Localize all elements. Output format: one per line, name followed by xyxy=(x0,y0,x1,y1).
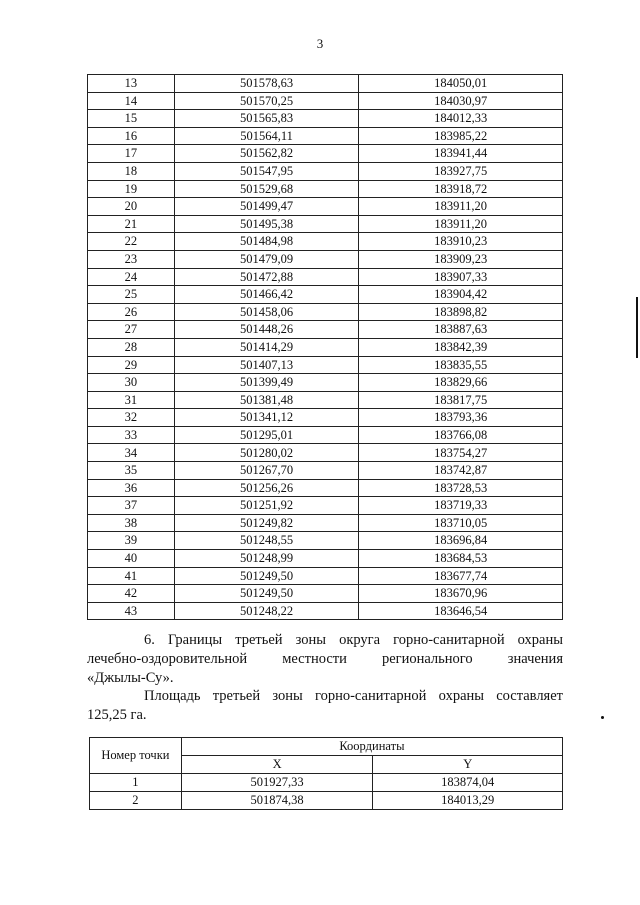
table-row xyxy=(88,215,563,233)
table-row xyxy=(88,514,563,532)
point-number-cell: 18 xyxy=(88,162,175,180)
x-coordinate-cell: 501529,68 xyxy=(174,180,359,198)
area-line-2: 125,25 га. xyxy=(87,707,147,723)
table-row xyxy=(88,145,563,163)
point-number-cell: 1 xyxy=(90,774,182,792)
y-coordinate-cell: 183677,74 xyxy=(359,567,563,585)
x-coordinate-cell: 501341,12 xyxy=(174,409,359,427)
table-row xyxy=(88,250,563,268)
point-number-cell: 28 xyxy=(88,338,175,356)
third-zone-coordinates-table xyxy=(89,737,563,810)
y-coordinate-cell: 183985,22 xyxy=(359,127,563,145)
y-coordinate-cell: 183904,42 xyxy=(359,286,563,304)
y-coordinate-cell: 183719,33 xyxy=(359,497,563,515)
header-coordinates: Координаты xyxy=(181,738,562,756)
header-x: X xyxy=(181,756,373,774)
x-coordinate-cell: 501448,26 xyxy=(174,321,359,339)
y-coordinate-cell: 183766,08 xyxy=(359,426,563,444)
y-coordinate-cell: 183835,55 xyxy=(359,356,563,374)
y-coordinate-cell: 183646,54 xyxy=(359,602,563,620)
y-coordinate-cell: 183911,20 xyxy=(359,215,563,233)
y-coordinate-cell: 183817,75 xyxy=(359,391,563,409)
y-coordinate-cell: 183941,44 xyxy=(359,145,563,163)
table-row xyxy=(88,233,563,251)
x-coordinate-cell: 501249,50 xyxy=(174,567,359,585)
point-number-cell: 21 xyxy=(88,215,175,233)
point-number-cell: 19 xyxy=(88,180,175,198)
point-number-cell: 2 xyxy=(90,792,182,810)
table-row xyxy=(88,180,563,198)
x-coordinate-cell: 501399,49 xyxy=(174,374,359,392)
point-number-cell: 24 xyxy=(88,268,175,286)
header-y: Y xyxy=(373,756,563,774)
margin-mark xyxy=(636,346,638,358)
table-row xyxy=(88,198,563,216)
point-number-cell: 40 xyxy=(88,550,175,568)
point-number-cell: 20 xyxy=(88,198,175,216)
point-number-cell: 14 xyxy=(88,92,175,110)
y-coordinate-cell: 183898,82 xyxy=(359,303,563,321)
x-coordinate-cell: 501248,55 xyxy=(174,532,359,550)
table-row xyxy=(90,792,563,810)
table-row xyxy=(88,585,563,603)
y-coordinate-cell: 183829,66 xyxy=(359,374,563,392)
table-row xyxy=(88,268,563,286)
point-number-cell: 36 xyxy=(88,479,175,497)
point-number-cell: 39 xyxy=(88,532,175,550)
x-coordinate-cell: 501458,06 xyxy=(174,303,359,321)
table-row xyxy=(88,567,563,585)
x-coordinate-cell: 501564,11 xyxy=(174,127,359,145)
point-number-cell: 38 xyxy=(88,514,175,532)
section-6-paragraph xyxy=(87,631,563,688)
point-number-cell: 35 xyxy=(88,462,175,480)
table-row xyxy=(88,162,563,180)
point-number-cell: 22 xyxy=(88,233,175,251)
table-row xyxy=(88,602,563,620)
scan-speck xyxy=(601,716,604,719)
y-coordinate-cell: 183910,23 xyxy=(359,233,563,251)
section-6-line-2: лечебно-оздоровительной местности регионального значения xyxy=(87,651,563,667)
table-row xyxy=(88,462,563,480)
y-coordinate-cell: 184030,97 xyxy=(359,92,563,110)
table-row xyxy=(88,356,563,374)
point-number-cell: 25 xyxy=(88,286,175,304)
point-number-cell: 13 xyxy=(88,75,175,93)
coordinates-table-body xyxy=(88,75,563,620)
point-number-cell: 34 xyxy=(88,444,175,462)
x-coordinate-cell: 501466,42 xyxy=(174,286,359,304)
x-coordinate-cell: 501578,63 xyxy=(174,75,359,93)
point-number-cell: 26 xyxy=(88,303,175,321)
table-row xyxy=(88,374,563,392)
x-coordinate-cell: 501267,70 xyxy=(174,462,359,480)
table-row xyxy=(88,409,563,427)
point-number-cell: 33 xyxy=(88,426,175,444)
y-coordinate-cell: 183696,84 xyxy=(359,532,563,550)
table-row xyxy=(88,550,563,568)
x-coordinate-cell: 501565,83 xyxy=(174,110,359,128)
x-coordinate-cell: 501249,50 xyxy=(174,585,359,603)
y-coordinate-cell: 183918,72 xyxy=(359,180,563,198)
x-coordinate-cell: 501562,82 xyxy=(174,145,359,163)
table-row xyxy=(88,127,563,145)
point-number-cell: 29 xyxy=(88,356,175,374)
y-coordinate-cell: 183911,20 xyxy=(359,198,563,216)
third-zone-table-body xyxy=(90,774,563,810)
table-row xyxy=(88,444,563,462)
table-row xyxy=(88,497,563,515)
x-coordinate-cell: 501251,92 xyxy=(174,497,359,515)
y-coordinate-cell: 184012,33 xyxy=(359,110,563,128)
x-coordinate-cell: 501381,48 xyxy=(174,391,359,409)
table-row xyxy=(88,75,563,93)
y-coordinate-cell: 183710,05 xyxy=(359,514,563,532)
x-coordinate-cell: 501927,33 xyxy=(181,774,373,792)
area-line-1: Площадь третьей зоны горно-санитарной охраны составляет xyxy=(144,688,563,704)
area-paragraph xyxy=(87,687,563,725)
coordinates-table xyxy=(87,74,563,620)
y-coordinate-cell: 183684,53 xyxy=(359,550,563,568)
point-number-cell: 23 xyxy=(88,250,175,268)
x-coordinate-cell: 501295,01 xyxy=(174,426,359,444)
point-number-cell: 16 xyxy=(88,127,175,145)
x-coordinate-cell: 501484,98 xyxy=(174,233,359,251)
y-coordinate-cell: 183842,39 xyxy=(359,338,563,356)
point-number-cell: 43 xyxy=(88,602,175,620)
y-coordinate-cell: 183742,87 xyxy=(359,462,563,480)
x-coordinate-cell: 501495,38 xyxy=(174,215,359,233)
table-row xyxy=(88,110,563,128)
point-number-cell: 30 xyxy=(88,374,175,392)
x-coordinate-cell: 501547,95 xyxy=(174,162,359,180)
point-number-cell: 27 xyxy=(88,321,175,339)
x-coordinate-cell: 501479,09 xyxy=(174,250,359,268)
y-coordinate-cell: 183728,53 xyxy=(359,479,563,497)
point-number-cell: 17 xyxy=(88,145,175,163)
y-coordinate-cell: 183909,23 xyxy=(359,250,563,268)
y-coordinate-cell: 183874,04 xyxy=(373,774,563,792)
y-coordinate-cell: 184013,29 xyxy=(373,792,563,810)
point-number-cell: 31 xyxy=(88,391,175,409)
y-coordinate-cell: 183754,27 xyxy=(359,444,563,462)
table-row xyxy=(88,321,563,339)
x-coordinate-cell: 501248,22 xyxy=(174,602,359,620)
point-number-cell: 37 xyxy=(88,497,175,515)
x-coordinate-cell: 501248,99 xyxy=(174,550,359,568)
x-coordinate-cell: 501280,02 xyxy=(174,444,359,462)
y-coordinate-cell: 183887,63 xyxy=(359,321,563,339)
page-number: 3 xyxy=(316,36,324,51)
x-coordinate-cell: 501874,38 xyxy=(181,792,373,810)
point-number-cell: 32 xyxy=(88,409,175,427)
y-coordinate-cell: 183793,36 xyxy=(359,409,563,427)
table-row xyxy=(88,92,563,110)
x-coordinate-cell: 501414,29 xyxy=(174,338,359,356)
table-row xyxy=(88,286,563,304)
x-coordinate-cell: 501570,25 xyxy=(174,92,359,110)
table-row xyxy=(88,303,563,321)
table-row xyxy=(88,532,563,550)
header-point-number: Номер точки xyxy=(90,738,182,774)
section-6-line-1: 6. Границы третьей зоны округа горно-санитарной охраны xyxy=(144,632,563,648)
table-row xyxy=(88,338,563,356)
x-coordinate-cell: 501249,82 xyxy=(174,514,359,532)
point-number-cell: 42 xyxy=(88,585,175,603)
x-coordinate-cell: 501407,13 xyxy=(174,356,359,374)
point-number-cell: 41 xyxy=(88,567,175,585)
y-coordinate-cell: 183927,75 xyxy=(359,162,563,180)
x-coordinate-cell: 501472,88 xyxy=(174,268,359,286)
table-row xyxy=(88,391,563,409)
x-coordinate-cell: 501499,47 xyxy=(174,198,359,216)
table-row xyxy=(88,426,563,444)
y-coordinate-cell: 184050,01 xyxy=(359,75,563,93)
table-row xyxy=(90,774,563,792)
y-coordinate-cell: 183907,33 xyxy=(359,268,563,286)
point-number-cell: 15 xyxy=(88,110,175,128)
y-coordinate-cell: 183670,96 xyxy=(359,585,563,603)
table-row xyxy=(88,479,563,497)
x-coordinate-cell: 501256,26 xyxy=(174,479,359,497)
section-6-line-3: «Джылы-Су». xyxy=(87,670,174,686)
